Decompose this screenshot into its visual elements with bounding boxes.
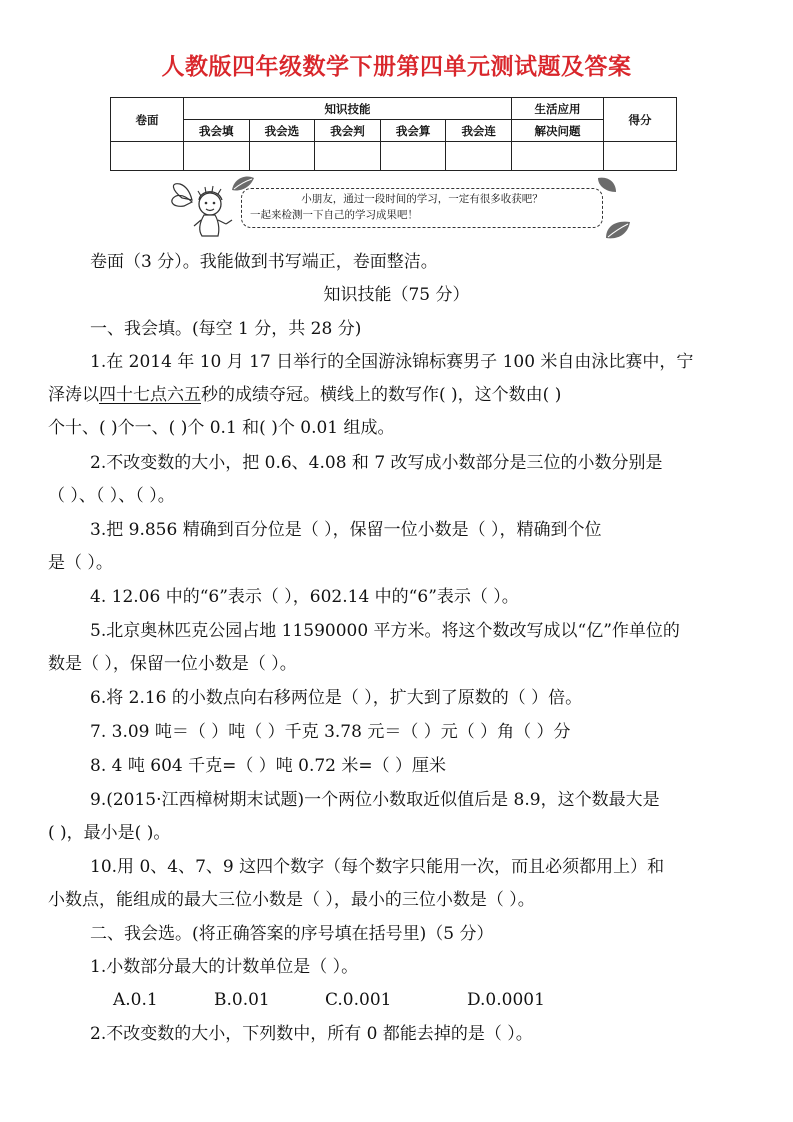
bubble-line-1: 小朋友，通过一段时间的学习，一定有很多收获吧？ <box>301 193 543 205</box>
section-heading-1: 一、我会填。(每空 1 分，共 28 分) <box>90 319 362 339</box>
score-header-zhishi: 知识技能 <box>184 98 512 120</box>
score-col-jiejue: 解决问题 <box>512 120 604 142</box>
question-5-line-2: 数是（ ），保留一位小数是（ ）。 <box>48 654 297 674</box>
leaf-icon <box>604 218 632 242</box>
question-2-line-2: （ ）、（ ）、（ ）。 <box>48 486 175 506</box>
score-table <box>110 97 677 171</box>
score-header-juanmian: 卷面 <box>111 98 184 142</box>
section-heading-zhishi: 知识技能（75 分） <box>323 285 470 305</box>
option-a[interactable]: A.0.1 <box>113 990 158 1010</box>
question-3-line-1: 3.把 9.856 精确到百分位是（ ），保留一位小数是（ ），精确到个位 <box>90 520 602 540</box>
score-cell[interactable] <box>446 142 512 171</box>
score-cell[interactable] <box>315 142 381 171</box>
question-1-text: 秒的成绩夺冠。横线上的数写作( )，这个数由( ) <box>201 385 562 405</box>
question-2-line-1: 2.不改变数的大小，把 0.6、4.08 和 7 改写成小数部分是三位的小数分别是 <box>90 453 663 473</box>
question-1-text: 泽涛以 <box>48 385 99 405</box>
score-col-pan: 我会判 <box>315 120 381 142</box>
score-cell[interactable] <box>249 142 315 171</box>
question-1-line-3: 个十、( )个一、( )个 0.1 和( )个 0.01 组成。 <box>48 418 395 438</box>
question-5-line-1: 5.北京奥林匹克公园占地 11590000 平方米。将这个数改写成以“亿”作单位的 <box>90 621 680 641</box>
score-col-tian: 我会填 <box>184 120 250 142</box>
choice-question-2: 2.不改变数的大小，下列数中，所有 0 都能去掉的是（ ）。 <box>90 1024 533 1044</box>
choice-question-1: 1.小数部分最大的计数单位是（ ）。 <box>90 957 359 977</box>
juanmian-note: 卷面（3 分）。我能做到书写端正，卷面整洁。 <box>90 252 438 272</box>
option-b[interactable]: B.0.01 <box>214 990 270 1010</box>
score-col-xuan: 我会选 <box>249 120 315 142</box>
score-cell[interactable] <box>604 142 677 171</box>
option-c[interactable]: C.0.001 <box>325 990 392 1010</box>
question-10-line-1: 10.用 0、4、7、9 这四个数字（每个数字只能用一次，而且必须都用上）和 <box>90 857 665 877</box>
bubble-line-2: 一起来检测一下自己的学习成果吧！ <box>250 209 418 221</box>
question-4: 4. 12.06 中的“6”表示（ ），602.14 中的“6”表示（ ）。 <box>90 587 519 607</box>
page-title: 人教版四年级数学下册第四单元测试题及答案 <box>161 54 632 80</box>
score-cell[interactable] <box>184 142 250 171</box>
score-col-suan: 我会算 <box>380 120 446 142</box>
encouragement-bubble <box>241 188 603 228</box>
score-col-lian: 我会连 <box>446 120 512 142</box>
option-d[interactable]: D.0.0001 <box>467 990 545 1010</box>
score-header-defen: 得分 <box>604 98 677 142</box>
score-cell[interactable] <box>380 142 446 171</box>
question-1-line-1: 1.在 2014 年 10 月 17 日举行的全国游泳锦标赛男子 100 米自由泳比赛中，宁 <box>90 352 694 372</box>
question-10-line-2: 小数点，能组成的最大三位小数是（ ），最小的三位小数是（ ）。 <box>48 890 535 910</box>
section-heading-2: 二、我会选。(将正确答案的序号填在括号里)（5 分） <box>90 924 494 944</box>
question-7: 7. 3.09 吨＝（ ）吨（ ）千克 3.78 元＝（ ）元（ ）角（ ）分 <box>90 722 571 742</box>
score-cell[interactable] <box>512 142 604 171</box>
score-cell[interactable] <box>111 142 184 171</box>
underlined-number: 四十七点六五 <box>99 385 201 405</box>
question-8: 8. 4 吨 604 千克=（ ）吨 0.72 米=（ ）厘米 <box>90 756 447 776</box>
question-9-line-2: ( )，最小是( )。 <box>48 823 171 843</box>
question-1-line-2 <box>48 385 748 405</box>
fairy-illustration-icon <box>168 180 238 240</box>
score-header-shenghuo: 生活应用 <box>512 98 604 120</box>
question-9-line-1: 9.(2015·江西樟树期末试题)一个两位小数取近似值后是 8.9，这个数最大是 <box>90 790 660 810</box>
question-6: 6.将 2.16 的小数点向右移两位是（ ），扩大到了原数的（ ）倍。 <box>90 688 583 708</box>
question-3-line-2: 是（ ）。 <box>48 553 113 573</box>
